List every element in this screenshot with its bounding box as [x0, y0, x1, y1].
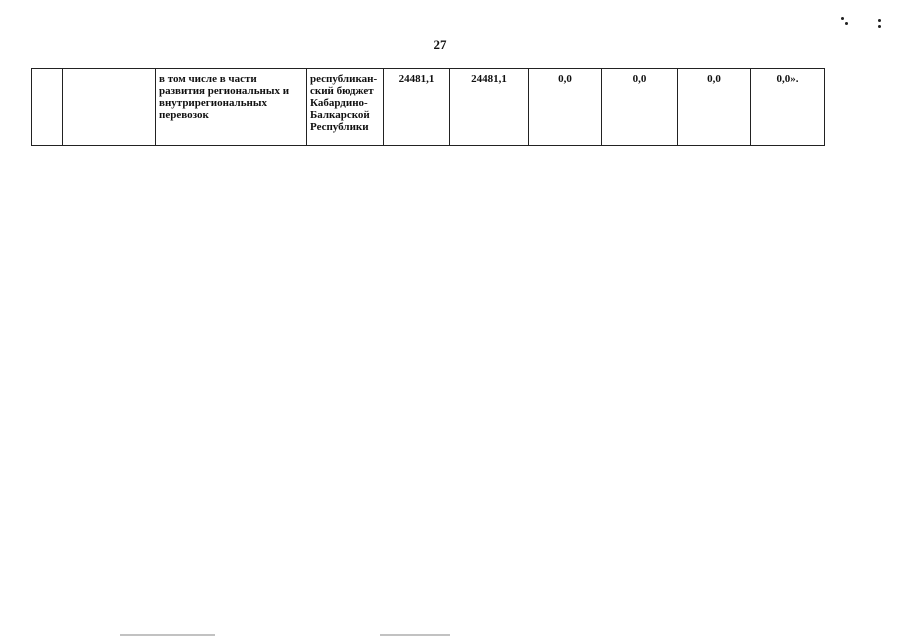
footer-smudge [120, 634, 215, 636]
cell-index [32, 69, 63, 146]
table-row [32, 69, 825, 146]
cell-year-3: 0,0 [602, 69, 678, 146]
cell-name [63, 69, 156, 146]
page-number: 27 [433, 37, 447, 52]
scan-speck [845, 22, 848, 25]
cell-year-1: 24481,1 [450, 69, 529, 146]
cell-funding-source: республикан-ский бюджет Кабардино-Балкарской Республики [307, 69, 384, 146]
budget-table [31, 68, 825, 146]
cell-year-2: 0,0 [529, 69, 602, 146]
scan-speck [878, 19, 881, 22]
cell-total: 24481,1 [384, 69, 450, 146]
cell-year-4: 0,0 [678, 69, 751, 146]
cell-description: в том числе в части развития региональных и внутрирегиональных перевозок [156, 69, 307, 146]
footer-smudge [380, 634, 450, 636]
scan-speck [878, 25, 881, 28]
cell-year-5: 0,0». [751, 69, 825, 146]
scan-speck [841, 17, 844, 20]
